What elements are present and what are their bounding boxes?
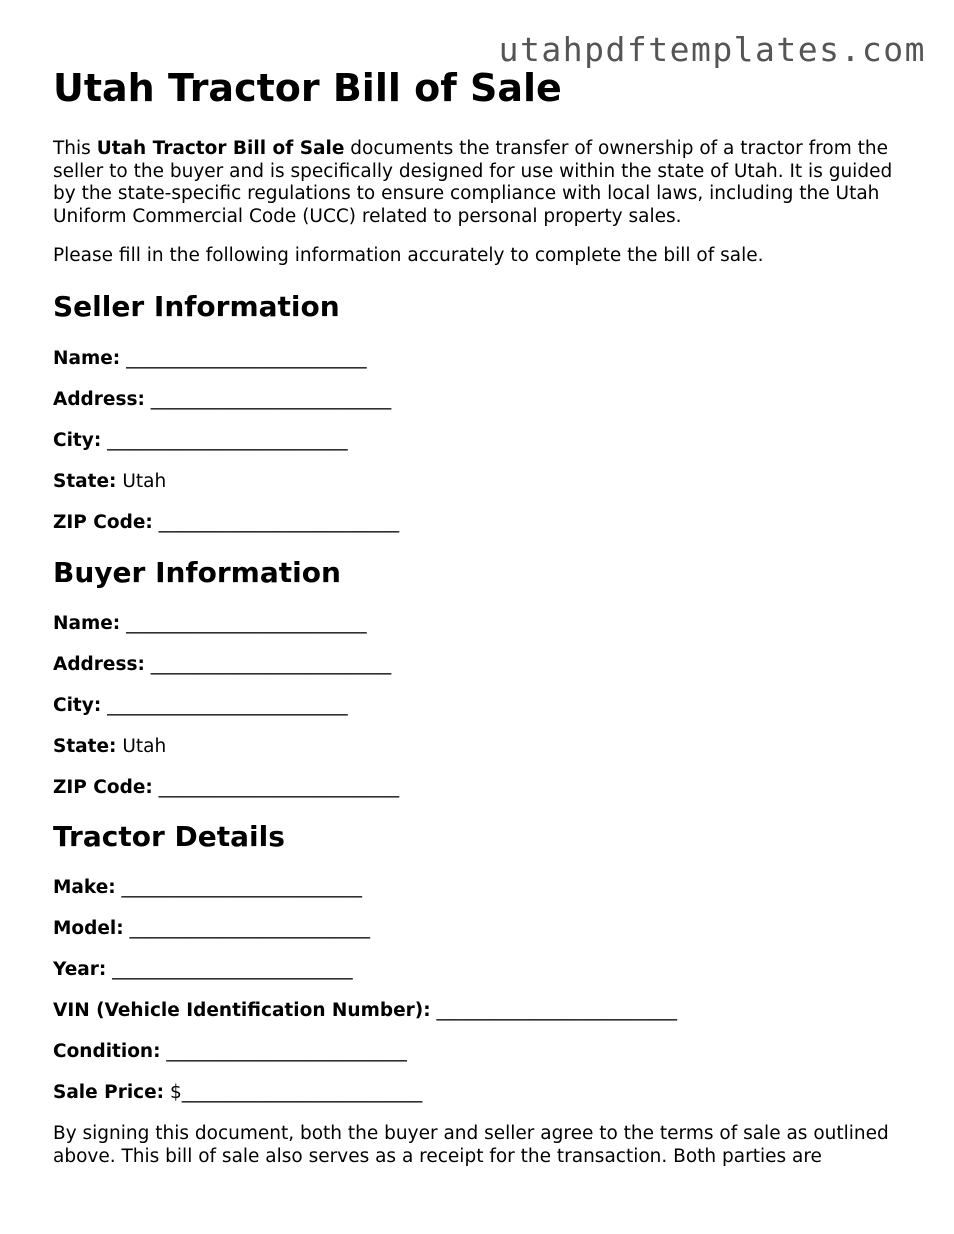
intro-rest: documents the transfer of ownership of a tractor from the seller to the buyer and is specifically designed for use within the state of Utah. It is guided by the state-specific regulations to ensure compliance with local laws, including the Utah Uniform Commercial Code (UCC) related to personal property sales.: [53, 138, 893, 227]
seller-address-blank[interactable]: __________________________: [150, 389, 392, 410]
seller-state-field: [53, 470, 166, 494]
buyer-city-label: City:: [53, 695, 102, 716]
seller-city-label: City:: [53, 430, 102, 451]
intro-prefix: This: [53, 138, 97, 159]
seller-zip-label: ZIP Code:: [53, 512, 153, 533]
tractor-price-field[interactable]: [53, 1081, 422, 1105]
seller-state-value: Utah: [122, 471, 167, 492]
tractor-heading: Tractor Details: [53, 820, 285, 853]
seller-heading: Seller Information: [53, 290, 340, 323]
seller-name-label: Name:: [53, 348, 121, 369]
tractor-model-blank[interactable]: __________________________: [129, 918, 371, 939]
tractor-vin-field[interactable]: [53, 999, 677, 1023]
intro-paragraph: [53, 138, 913, 228]
page-title: Utah Tractor Bill of Sale: [53, 66, 562, 110]
tractor-model-field[interactable]: [53, 917, 370, 941]
tractor-make-blank[interactable]: __________________________: [121, 877, 363, 898]
seller-name-blank[interactable]: __________________________: [126, 348, 367, 369]
buyer-heading: Buyer Information: [53, 556, 341, 589]
tractor-model-label: Model:: [53, 918, 124, 939]
buyer-address-blank[interactable]: __________________________: [150, 654, 392, 675]
seller-city-blank[interactable]: __________________________: [107, 430, 348, 451]
tractor-make-field[interactable]: [53, 876, 362, 900]
tractor-year-label: Year:: [53, 959, 107, 980]
tractor-make-label: Make:: [53, 877, 116, 898]
buyer-zip-field[interactable]: [53, 776, 399, 800]
buyer-city-field[interactable]: [53, 694, 348, 718]
instruction-text: Please fill in the following information accurately to complete the bill of sale.: [53, 245, 764, 266]
tractor-condition-label: Condition:: [53, 1041, 161, 1062]
tractor-condition-blank[interactable]: __________________________: [166, 1041, 407, 1062]
tractor-year-field[interactable]: [53, 958, 353, 982]
buyer-state-field: [53, 735, 166, 759]
tractor-price-blank[interactable]: __________________________: [181, 1082, 423, 1103]
buyer-address-label: Address:: [53, 654, 145, 675]
watermark: utahpdftemplates.com: [498, 30, 926, 69]
tractor-vin-blank[interactable]: __________________________: [436, 1000, 678, 1021]
seller-address-field[interactable]: [53, 388, 391, 412]
seller-city-field[interactable]: [53, 429, 348, 453]
buyer-state-label: State:: [53, 736, 117, 757]
seller-zip-blank[interactable]: __________________________: [158, 512, 400, 533]
buyer-city-blank[interactable]: __________________________: [107, 695, 348, 716]
seller-address-label: Address:: [53, 389, 145, 410]
buyer-state-value: Utah: [122, 736, 167, 757]
tractor-vin-label: VIN (Vehicle Identification Number):: [53, 1000, 431, 1021]
seller-name-field[interactable]: [53, 347, 367, 371]
tractor-year-blank[interactable]: __________________________: [112, 959, 353, 980]
closing-paragraph: By signing this document, both the buyer and seller agree to the terms of sale as outlined above. This bill of sale also serves as a receipt for the transaction. Both parties are: [53, 1123, 889, 1167]
buyer-name-blank[interactable]: __________________________: [126, 613, 367, 634]
buyer-name-label: Name:: [53, 613, 121, 634]
buyer-zip-label: ZIP Code:: [53, 777, 153, 798]
seller-state-label: State:: [53, 471, 117, 492]
buyer-zip-blank[interactable]: __________________________: [158, 777, 400, 798]
buyer-address-field[interactable]: [53, 653, 391, 677]
buyer-name-field[interactable]: [53, 612, 367, 636]
currency-symbol: $: [169, 1082, 182, 1103]
tractor-price-label: Sale Price:: [53, 1082, 165, 1103]
tractor-condition-field[interactable]: [53, 1040, 407, 1064]
seller-zip-field[interactable]: [53, 511, 399, 535]
intro-bold-title: Utah Tractor Bill of Sale: [96, 138, 345, 159]
